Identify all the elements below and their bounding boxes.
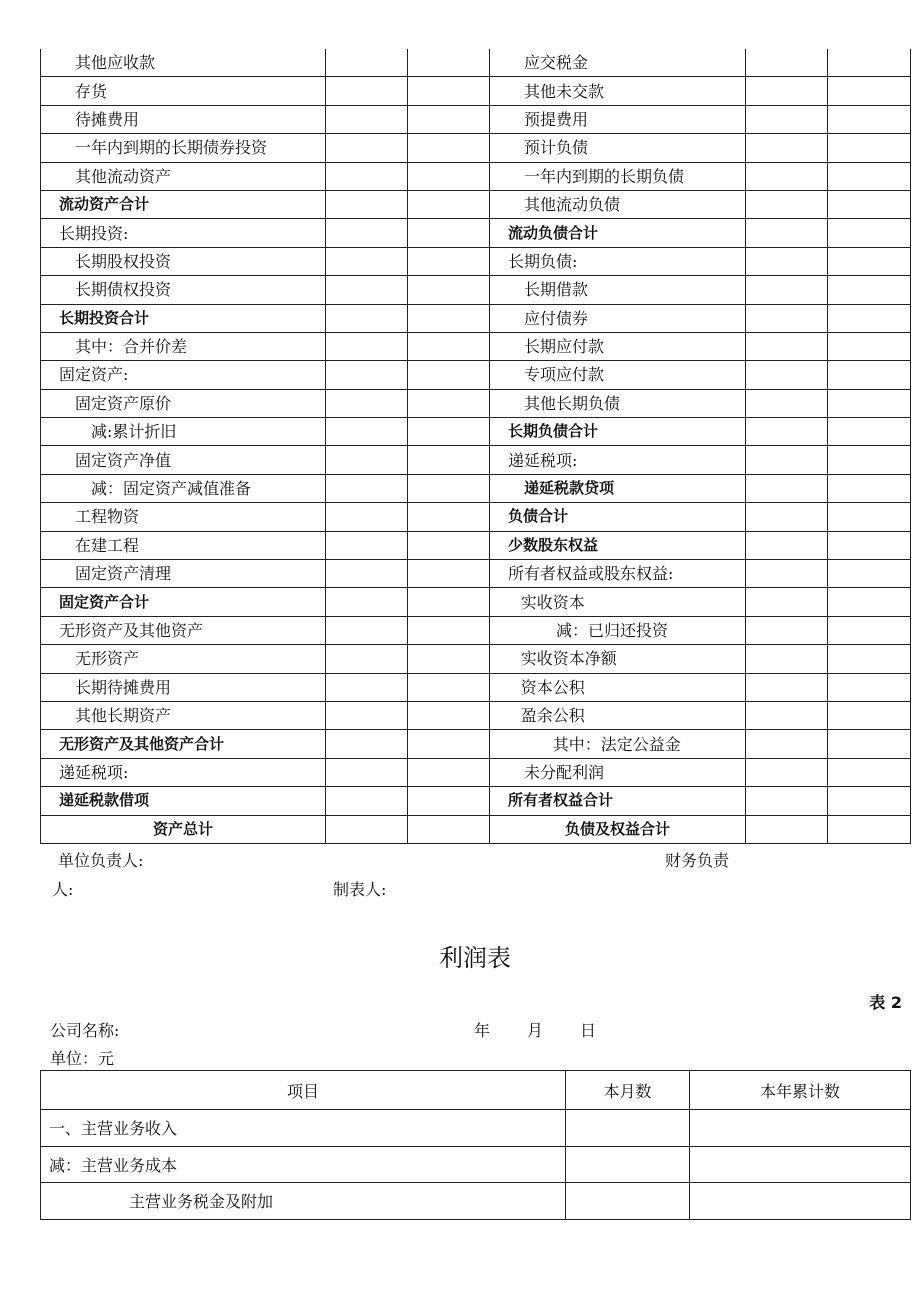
left-item-label: 固定资产原价 [41, 389, 326, 417]
asset-end-cell[interactable] [408, 616, 490, 644]
left-item-label: 流动资产合计 [41, 190, 326, 218]
asset-begin-cell[interactable] [326, 276, 408, 304]
liability-begin-cell[interactable] [746, 304, 828, 332]
liability-end-cell[interactable] [828, 247, 911, 275]
liability-begin-cell[interactable] [746, 105, 828, 133]
asset-begin-cell[interactable] [326, 787, 408, 815]
asset-end-cell[interactable] [408, 162, 490, 190]
right-item-label: 应交税金 [490, 49, 746, 77]
liability-end-cell[interactable] [828, 162, 911, 190]
asset-begin-cell[interactable] [326, 645, 408, 673]
right-item-label: 实收资本净额 [490, 645, 746, 673]
table-row [41, 758, 911, 786]
liability-end-cell[interactable] [828, 219, 911, 247]
liability-begin-cell[interactable] [746, 418, 828, 446]
liability-end-cell[interactable] [828, 645, 911, 673]
asset-end-cell[interactable] [408, 219, 490, 247]
asset-end-cell[interactable] [408, 134, 490, 162]
table-row [41, 531, 911, 559]
liability-end-cell[interactable] [828, 304, 911, 332]
left-item-label: 一年内到期的长期债券投资 [41, 134, 326, 162]
table-row [41, 616, 911, 644]
left-item-label: 无形资产及其他资产 [41, 616, 326, 644]
table-row [41, 276, 911, 304]
liability-end-cell[interactable] [828, 531, 911, 559]
liability-begin-cell[interactable] [746, 588, 828, 616]
left-item-label: 其他长期资产 [41, 701, 326, 729]
right-item-label: 递延税款贷项 [490, 474, 746, 502]
asset-end-cell[interactable] [408, 758, 490, 786]
asset-begin-cell[interactable] [326, 361, 408, 389]
left-item-label: 长期投资合计 [41, 304, 326, 332]
table-row [41, 389, 911, 417]
left-item-label: 长期待摊费用 [41, 673, 326, 701]
liability-end-cell[interactable] [828, 701, 911, 729]
liability-begin-cell[interactable] [746, 616, 828, 644]
liability-begin-cell[interactable] [746, 276, 828, 304]
right-item-label: 减：已归还投资 [490, 616, 746, 644]
asset-begin-cell[interactable] [326, 616, 408, 644]
table-row [41, 49, 911, 77]
table-row [41, 361, 911, 389]
asset-end-cell[interactable] [408, 446, 490, 474]
left-item-label: 资产总计 [41, 815, 326, 843]
right-item-label: 应付债券 [490, 304, 746, 332]
right-item-label: 所有者权益或股东权益: [490, 560, 746, 588]
liability-end-cell[interactable] [828, 389, 911, 417]
left-item-label: 长期债权投资 [41, 276, 326, 304]
table-row [41, 588, 911, 616]
asset-end-cell[interactable] [408, 332, 490, 360]
month-label: 月 [527, 1021, 544, 1040]
asset-end-cell[interactable] [408, 276, 490, 304]
liability-end-cell[interactable] [828, 588, 911, 616]
asset-end-cell[interactable] [408, 645, 490, 673]
left-item-label: 长期投资: [41, 219, 326, 247]
table-row [41, 162, 911, 190]
right-item-label: 其中：法定公益金 [490, 730, 746, 758]
liability-end-cell[interactable] [828, 418, 911, 446]
asset-end-cell[interactable] [408, 815, 490, 843]
liability-begin-cell[interactable] [746, 673, 828, 701]
liability-end-cell[interactable] [828, 361, 911, 389]
right-item-label: 递延税项: [490, 446, 746, 474]
liability-end-cell[interactable] [828, 815, 911, 843]
right-item-label: 长期负债: [490, 247, 746, 275]
liability-end-cell[interactable] [828, 560, 911, 588]
liability-end-cell[interactable] [828, 276, 911, 304]
liability-begin-cell[interactable] [746, 645, 828, 673]
liability-end-cell[interactable] [828, 77, 911, 105]
asset-begin-cell[interactable] [326, 162, 408, 190]
asset-end-cell[interactable] [408, 190, 490, 218]
liability-end-cell[interactable] [828, 134, 911, 162]
left-item-label: 固定资产清理 [41, 560, 326, 588]
left-item-label: 其中：合并价差 [41, 332, 326, 360]
table-row [41, 1146, 911, 1183]
liability-begin-cell[interactable] [746, 730, 828, 758]
liability-begin-cell[interactable] [746, 361, 828, 389]
left-item-label: 减：固定资产减值准备 [41, 474, 326, 502]
asset-begin-cell[interactable] [326, 815, 408, 843]
left-item-label: 存货 [41, 77, 326, 105]
table-row [41, 560, 911, 588]
table-row [41, 701, 911, 729]
table-row [41, 134, 911, 162]
asset-begin-cell[interactable] [326, 730, 408, 758]
asset-end-cell[interactable] [408, 77, 490, 105]
asset-end-cell[interactable] [408, 730, 490, 758]
right-item-label: 少数股东权益 [490, 531, 746, 559]
right-item-label: 负债及权益合计 [490, 815, 746, 843]
liability-begin-cell[interactable] [746, 560, 828, 588]
table-row [41, 474, 911, 502]
table-row [41, 247, 911, 275]
right-item-label: 其他未交款 [490, 77, 746, 105]
table-row [41, 1110, 911, 1147]
asset-end-cell[interactable] [408, 474, 490, 502]
header-ytd: 本年累计数 [690, 1071, 911, 1110]
right-item-label: 所有者权益合计 [490, 787, 746, 815]
asset-begin-cell[interactable] [326, 474, 408, 502]
liability-end-cell[interactable] [828, 49, 911, 77]
ytd-value-cell[interactable] [690, 1183, 911, 1220]
asset-begin-cell[interactable] [326, 105, 408, 133]
liability-begin-cell[interactable] [746, 247, 828, 275]
liability-begin-cell[interactable] [746, 77, 828, 105]
asset-begin-cell[interactable] [326, 673, 408, 701]
liability-begin-cell[interactable] [746, 815, 828, 843]
liability-begin-cell[interactable] [746, 49, 828, 77]
month-value-cell[interactable] [566, 1110, 690, 1147]
asset-begin-cell[interactable] [326, 190, 408, 218]
table-number: 表 2 [869, 993, 902, 1012]
balance-sheet-body [41, 49, 911, 843]
asset-end-cell[interactable] [408, 389, 490, 417]
table-row [41, 77, 911, 105]
asset-begin-cell[interactable] [326, 77, 408, 105]
left-item-label: 递延税款借项 [41, 787, 326, 815]
table-row [41, 105, 911, 133]
asset-end-cell[interactable] [408, 673, 490, 701]
table-row [41, 332, 911, 360]
liability-end-cell[interactable] [828, 474, 911, 502]
asset-begin-cell[interactable] [326, 560, 408, 588]
ytd-value-cell[interactable] [690, 1146, 911, 1183]
unit-head-label: 单位负责人: [58, 851, 144, 870]
liability-end-cell[interactable] [828, 105, 911, 133]
month-value-cell[interactable] [566, 1183, 690, 1220]
asset-begin-cell[interactable] [326, 418, 408, 446]
liability-begin-cell[interactable] [746, 531, 828, 559]
liability-begin-cell[interactable] [746, 787, 828, 815]
profit-item-label: 一、主营业务收入 [41, 1110, 566, 1147]
asset-begin-cell[interactable] [326, 49, 408, 77]
asset-end-cell[interactable] [408, 588, 490, 616]
asset-end-cell[interactable] [408, 531, 490, 559]
right-item-label: 其他流动负债 [490, 190, 746, 218]
table-row [41, 815, 911, 843]
table-row [41, 304, 911, 332]
finance-head-label-cont: 人: [52, 880, 74, 899]
right-item-label: 负债合计 [490, 503, 746, 531]
liability-begin-cell[interactable] [746, 190, 828, 218]
right-item-label: 预计负债 [490, 134, 746, 162]
right-item-label: 盈余公积 [490, 701, 746, 729]
company-name-label: 公司名称: [50, 1021, 120, 1040]
table-row [41, 190, 911, 218]
profit-item-label: 主营业务税金及附加 [41, 1183, 566, 1220]
asset-begin-cell[interactable] [326, 503, 408, 531]
asset-end-cell[interactable] [408, 105, 490, 133]
table-row [41, 418, 911, 446]
asset-begin-cell[interactable] [326, 389, 408, 417]
month-value-cell[interactable] [566, 1146, 690, 1183]
left-item-label: 工程物资 [41, 503, 326, 531]
liability-end-cell[interactable] [828, 787, 911, 815]
profit-header-row [41, 1071, 911, 1110]
left-item-label: 固定资产: [41, 361, 326, 389]
profit-item-label: 减：主营业务成本 [41, 1146, 566, 1183]
table-row [41, 1183, 911, 1220]
table-row [41, 503, 911, 531]
liability-end-cell[interactable] [828, 446, 911, 474]
asset-begin-cell[interactable] [326, 701, 408, 729]
left-item-label: 在建工程 [41, 531, 326, 559]
right-item-label: 流动负债合计 [490, 219, 746, 247]
liability-begin-cell[interactable] [746, 503, 828, 531]
liability-end-cell[interactable] [828, 190, 911, 218]
liability-end-cell[interactable] [828, 730, 911, 758]
asset-end-cell[interactable] [408, 304, 490, 332]
table-row [41, 446, 911, 474]
left-item-label: 无形资产 [41, 645, 326, 673]
asset-begin-cell[interactable] [326, 219, 408, 247]
asset-begin-cell[interactable] [326, 134, 408, 162]
liability-begin-cell[interactable] [746, 332, 828, 360]
right-item-label: 专项应付款 [490, 361, 746, 389]
table-row [41, 645, 911, 673]
profit-statement-table [40, 1070, 911, 1220]
liability-begin-cell[interactable] [746, 758, 828, 786]
left-item-label: 无形资产及其他资产合计 [41, 730, 326, 758]
asset-end-cell[interactable] [408, 247, 490, 275]
liability-end-cell[interactable] [828, 503, 911, 531]
asset-end-cell[interactable] [408, 701, 490, 729]
asset-begin-cell[interactable] [326, 332, 408, 360]
asset-begin-cell[interactable] [326, 304, 408, 332]
liability-end-cell[interactable] [828, 332, 911, 360]
liability-begin-cell[interactable] [746, 134, 828, 162]
liability-begin-cell[interactable] [746, 701, 828, 729]
liability-end-cell[interactable] [828, 616, 911, 644]
right-item-label: 长期借款 [490, 276, 746, 304]
left-item-label: 固定资产合计 [41, 588, 326, 616]
liability-begin-cell[interactable] [746, 389, 828, 417]
asset-begin-cell[interactable] [326, 446, 408, 474]
asset-end-cell[interactable] [408, 361, 490, 389]
liability-end-cell[interactable] [828, 673, 911, 701]
right-item-label: 其他长期负债 [490, 389, 746, 417]
unit-label: 单位：元 [50, 1049, 115, 1068]
asset-end-cell[interactable] [408, 49, 490, 77]
header-month: 本月数 [566, 1071, 690, 1110]
asset-end-cell[interactable] [408, 560, 490, 588]
table-row [41, 673, 911, 701]
liability-end-cell[interactable] [828, 758, 911, 786]
profit-statement-body [41, 1110, 911, 1220]
asset-end-cell[interactable] [408, 787, 490, 815]
asset-begin-cell[interactable] [326, 247, 408, 275]
ytd-value-cell[interactable] [690, 1110, 911, 1147]
asset-begin-cell[interactable] [326, 758, 408, 786]
right-item-label: 长期负债合计 [490, 418, 746, 446]
right-item-label: 实收资本 [490, 588, 746, 616]
liability-begin-cell[interactable] [746, 162, 828, 190]
left-item-label: 其他流动资产 [41, 162, 326, 190]
year-label: 年 [474, 1021, 491, 1040]
right-item-label: 预提费用 [490, 105, 746, 133]
asset-begin-cell[interactable] [326, 531, 408, 559]
preparer-label: 制表人: [333, 880, 387, 899]
liability-begin-cell[interactable] [746, 219, 828, 247]
table-row [41, 730, 911, 758]
left-item-label: 递延税项: [41, 758, 326, 786]
liability-begin-cell[interactable] [746, 474, 828, 502]
left-item-label: 长期股权投资 [41, 247, 326, 275]
right-item-label: 资本公积 [490, 673, 746, 701]
right-item-label: 未分配利润 [490, 758, 746, 786]
liability-begin-cell[interactable] [746, 446, 828, 474]
header-item: 项目 [41, 1071, 566, 1110]
balance-sheet-table [40, 49, 911, 844]
left-item-label: 待摊费用 [41, 105, 326, 133]
table-row [41, 219, 911, 247]
right-item-label: 长期应付款 [490, 332, 746, 360]
asset-begin-cell[interactable] [326, 588, 408, 616]
table-row [41, 787, 911, 815]
right-item-label: 一年内到期的长期负债 [490, 162, 746, 190]
profit-statement-title: 利润表 [439, 944, 511, 972]
asset-end-cell[interactable] [408, 418, 490, 446]
day-label: 日 [580, 1021, 597, 1040]
asset-end-cell[interactable] [408, 503, 490, 531]
left-item-label: 固定资产净值 [41, 446, 326, 474]
left-item-label: 其他应收款 [41, 49, 326, 77]
finance-head-label: 财务负责 [665, 851, 730, 870]
left-item-label: 减:累计折旧 [41, 418, 326, 446]
